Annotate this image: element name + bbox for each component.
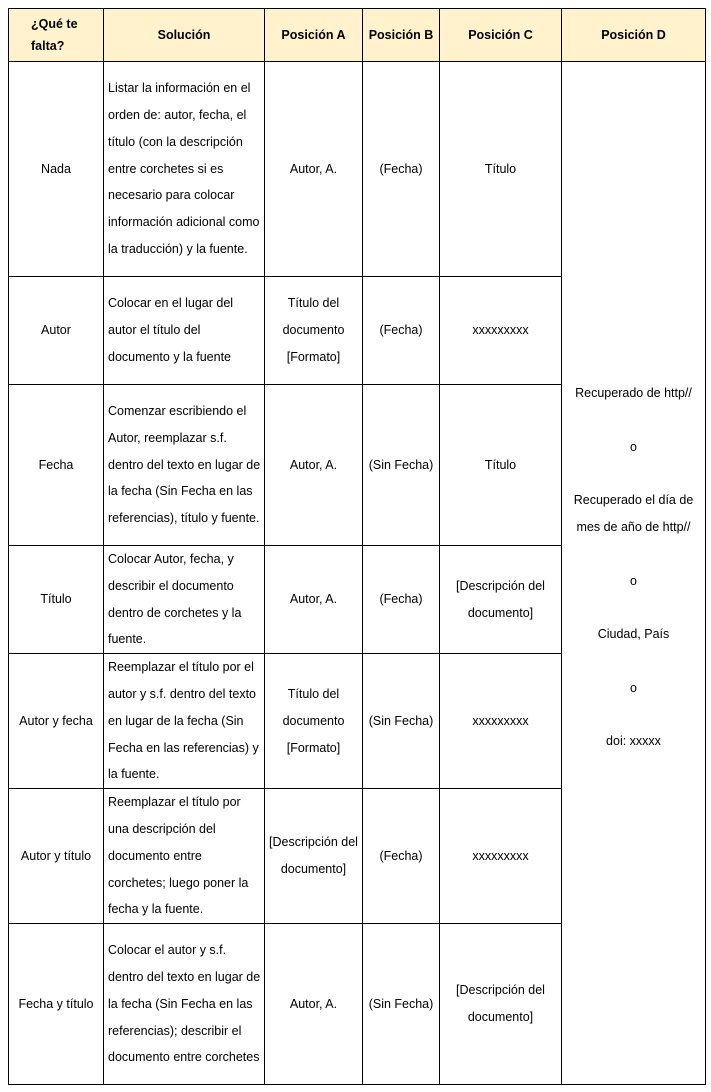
cell-solucion: Reemplazar el título por el autor y s.f. dentro del texto en lugar de la fecha (Sin Fecha en las referencias) y la fuente. [104,654,265,789]
cell-posicion-b: (Fecha) [363,546,440,654]
cell-posicion-b: (Sin Fecha) [363,654,440,789]
header-solucion: Solución [104,9,265,62]
cell-posicion-b: (Sin Fecha) [363,385,440,546]
cell-solucion: Reemplazar el título por una descripción del documento entre corchetes; luego poner la fecha y la fuente. [104,789,265,924]
cell-que-te-falta: Fecha y título [9,924,104,1085]
recuperado-el-dia-text: Recuperado el día de [573,493,694,508]
cell-solucion: Comenzar escribiendo el Autor, reemplazar s.f. dentro del texto en lugar de la fecha (Sin Fecha en las referencias), título y fuente. [104,385,265,546]
or-separator: o [630,573,637,588]
cell-solucion: Colocar en el lugar del autor el título del documento y la fuente [104,277,265,385]
cell-solucion: Colocar Autor, fecha, y describir el documento dentro de corchetes y la fuente. [104,546,265,654]
cell-posicion-b: (Fecha) [363,789,440,924]
cell-posicion-a: Autor, A. [265,924,363,1085]
table-row [9,62,706,277]
cell-posicion-d [562,62,706,1085]
cell-posicion-c: xxxxxxxxx [440,654,562,789]
cell-posicion-c: Título [440,62,562,277]
cell-posicion-a: Autor, A. [265,546,363,654]
cell-posicion-c: xxxxxxxxx [440,789,562,924]
or-separator: o [630,680,637,695]
cell-solucion: Listar la información en el orden de: autor, fecha, el título (con la descripción entre corchetes si es necesario para colocar información adicional como la traducción) y la fuente. [104,62,265,277]
cell-posicion-b: (Fecha) [363,277,440,385]
posicion-d-content [564,62,703,755]
cell-solucion: Colocar el autor y s.f. dentro del texto en lugar de la fecha (Sin Fecha en las referencias); describir el documento entre corchetes [104,924,265,1085]
cell-posicion-a: Autor, A. [265,385,363,546]
cell-posicion-a: Autor, A. [265,62,363,277]
cell-posicion-a: Título del documento [Formato] [265,277,363,385]
cell-posicion-c: xxxxxxxxx [440,277,562,385]
or-separator: o [630,439,637,454]
cell-posicion-c: [Descripción del documento] [440,546,562,654]
header-posicion-b: Posición B [363,9,440,62]
ciudad-pais-text: Ciudad, País [597,627,670,642]
cell-que-te-falta: Nada [9,62,104,277]
cell-que-te-falta: Fecha [9,385,104,546]
cell-posicion-b: (Sin Fecha) [363,924,440,1085]
doi-text: doi: xxxxx [606,734,661,749]
recuperado-de-text: Recuperado de http// [575,386,692,400]
header-row [9,9,706,62]
cell-que-te-falta: Autor [9,277,104,385]
header-posicion-c: Posición C [440,9,562,62]
header-posicion-a: Posición A [265,9,363,62]
cell-que-te-falta: Autor y título [9,789,104,924]
cell-posicion-b: (Fecha) [363,62,440,277]
header-posicion-d: Posición D [562,9,706,62]
cell-que-te-falta: Autor y fecha [9,654,104,789]
references-table [8,8,706,1085]
cell-que-te-falta: Título [9,546,104,654]
cell-posicion-a: [Descripción del documento] [265,789,363,924]
cell-posicion-a: Título del documento [Formato] [265,654,363,789]
cell-posicion-c: Título [440,385,562,546]
header-que-te-falta: ¿Qué te falta? [9,9,104,62]
cell-posicion-c: [Descripción del documento] [440,924,562,1085]
recuperado-el-dia-text-cont: mes de año de http// [576,519,691,534]
